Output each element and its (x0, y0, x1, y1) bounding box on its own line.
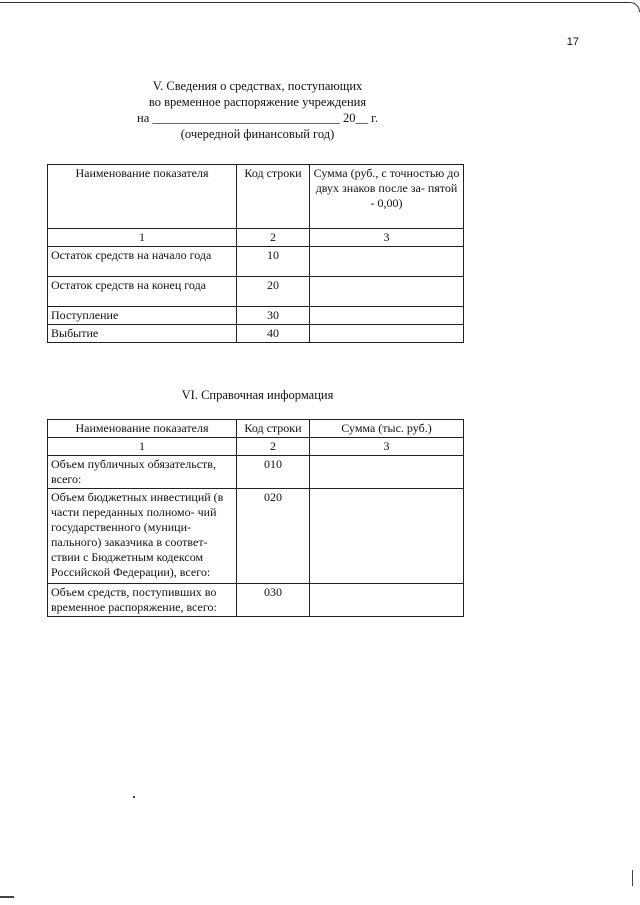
column-header-sum: Сумма (руб., с точностью до двух знаков после за- пятой - 0,00) (310, 165, 464, 229)
column-header-name: Наименование показателя (48, 420, 237, 438)
page-number: 17 (566, 36, 579, 48)
column-number: 1 (48, 438, 237, 456)
row-sum (310, 307, 464, 325)
row-code: 020 (237, 489, 310, 584)
row-name: Объем публичных обязательств, всего: (48, 456, 237, 489)
column-number: 3 (310, 229, 464, 247)
scan-edge-mark (632, 870, 633, 886)
column-number-row (48, 229, 464, 247)
column-number: 3 (310, 438, 464, 456)
section-5-title-line-4: (очередной финансовый год) (180, 127, 335, 141)
table-row (48, 307, 464, 325)
row-sum (310, 584, 464, 617)
row-name: Объем средств, поступивших во временное распоряжение, всего: (48, 584, 237, 617)
section-5-title-line-3: на ______________________________ 20__ г. (137, 111, 378, 125)
table-header-row (48, 165, 464, 229)
column-number-row (48, 438, 464, 456)
row-name: Остаток средств на начало года (48, 247, 237, 277)
column-number: 1 (48, 229, 237, 247)
row-name: Остаток средств на конец года (48, 277, 237, 307)
table-row (48, 489, 464, 584)
section-5-table (47, 164, 464, 343)
row-sum (310, 489, 464, 584)
row-sum (310, 456, 464, 489)
column-header-name: Наименование показателя (48, 165, 237, 229)
scan-edge-mark (0, 896, 14, 898)
section-5-title-line-1: V. Сведения о средствах, поступающих (152, 79, 363, 93)
row-code: 10 (237, 247, 310, 277)
column-number: 2 (237, 438, 310, 456)
row-code: 30 (237, 307, 310, 325)
table-row (48, 247, 464, 277)
table-row (48, 456, 464, 489)
row-code: 010 (237, 456, 310, 489)
table-row (48, 325, 464, 343)
row-code: 20 (237, 277, 310, 307)
row-name: Поступление (48, 307, 237, 325)
table-row (48, 584, 464, 617)
row-sum (310, 277, 464, 307)
section-6-title: VI. Справочная информация (181, 388, 334, 402)
table-row (48, 277, 464, 307)
row-sum (310, 325, 464, 343)
section-6-table (47, 419, 464, 617)
section-5-heading (120, 78, 395, 142)
column-header-code: Код строки (237, 420, 310, 438)
column-number: 2 (237, 229, 310, 247)
scan-speck (133, 796, 135, 798)
row-name: Объем бюджетных инвестиций (в части переданных полномо- чий государственного (муници- пального) заказчика в соответ- ствии с Бюджетным кодексом Российской Федерации), всего: (48, 489, 237, 584)
scan-edge-line (0, 2, 640, 12)
row-sum (310, 247, 464, 277)
row-code: 030 (237, 584, 310, 617)
column-header-sum: Сумма (тыс. руб.) (310, 420, 464, 438)
row-name: Выбытие (48, 325, 237, 343)
table-header-row (48, 420, 464, 438)
row-code: 40 (237, 325, 310, 343)
column-header-code: Код строки (237, 165, 310, 229)
section-5-title-line-2: во временное распоряжение учреждения (148, 95, 367, 109)
